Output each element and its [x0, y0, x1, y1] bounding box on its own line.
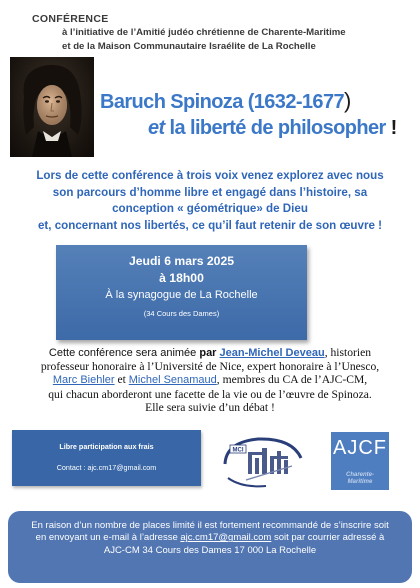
ajcf-logo [331, 432, 389, 490]
body-line-2: professeur honoraire à l’Université de Nice, expert honoraire à l’Unesco, [40, 360, 380, 374]
intro-line-2: son parcours d’homme libre et engagé dans l’histoire, sa [52, 185, 368, 199]
intro-paragraph [10, 168, 410, 234]
registration-line-2: en envoyant un e-mail à l’adresse ajc.cm17@gmail.com soit par courrier adressé à [35, 532, 385, 544]
registration-email-link[interactable]: ajc.cm17@gmail.com [180, 532, 272, 544]
registration-text [14, 520, 406, 557]
title-subtitle: la liberté de philosopher [164, 117, 391, 139]
header-line-1: à l’initiative de l’Amitié judéo chrétienne de Charente-Maritime [62, 27, 346, 38]
title-paren: ) [344, 88, 351, 113]
spinoza-portrait [10, 57, 94, 157]
ajcf-logo-text: AJCF [333, 437, 387, 459]
intro-line-4: et, concernant nos libertés, ce qu’il faut retenir de son œuvre ! [37, 218, 383, 232]
title-et: et [148, 117, 165, 139]
mci-logo [222, 434, 304, 490]
event-address: (34 Cours des Dames) [143, 309, 220, 318]
speaker-marc-biehler: Marc Biehler [52, 374, 115, 387]
event-time: à 18h00 [159, 271, 204, 285]
body-par: par [199, 347, 220, 359]
title-name: Baruch Spinoza (1632-1677 [100, 91, 344, 113]
mci-logo-text: MCI [232, 447, 244, 454]
ajcf-logo-subtitle: Charente- Maritime [345, 472, 374, 485]
participation-title: Libre participation aux frais [59, 442, 154, 451]
contact-email[interactable]: Contact : ajc.cm17@gmail.com [56, 463, 157, 472]
registration-line-1: En raison d’un nombre de places limité il est fortement recommandé de s’inscrire soit [31, 520, 389, 531]
intro-line-1: Lors de cette conférence à trois voix venez explorez avec nous [36, 169, 384, 182]
title-line-1 [100, 88, 351, 114]
event-place: À la synagogue de La Rochelle [105, 289, 258, 301]
speaker-jean-michel-deveau: Jean-Michel Deveau [219, 347, 325, 359]
body-line-4: qui chacun aborderont une facette de la vie ou de l’œuvre de Spinoza. [48, 387, 372, 401]
registration-panel [8, 511, 412, 583]
participation-info-box [12, 430, 201, 486]
title-exclamation: ! [390, 117, 397, 139]
event-date-box [56, 245, 307, 340]
intro-line-3: conception « géométrique» de Dieu [112, 202, 308, 215]
body-line-3: Marc Biehler et Michel Senamaud, membres du CA de l’AJC-CM, [52, 373, 368, 387]
speakers-paragraph [8, 346, 412, 414]
title-line-2 [148, 117, 397, 140]
header-title: CONFÉRENCE [32, 13, 109, 25]
body-line-5: Elle sera suivie d’un débat ! [145, 400, 275, 414]
header-line-2: et de la Maison Communautaire Israélite de La Rochelle [62, 41, 316, 52]
speaker-michel-senamaud: Michel Senamaud [128, 374, 217, 387]
body-line-1: Cette conférence sera animée par Jean-Michel Deveau, historien [48, 346, 372, 359]
registration-line-3: AJC-CM 34 Cours des Dames 17 000 La Rochelle [103, 544, 317, 556]
event-date: Jeudi 6 mars 2025 [128, 254, 235, 268]
